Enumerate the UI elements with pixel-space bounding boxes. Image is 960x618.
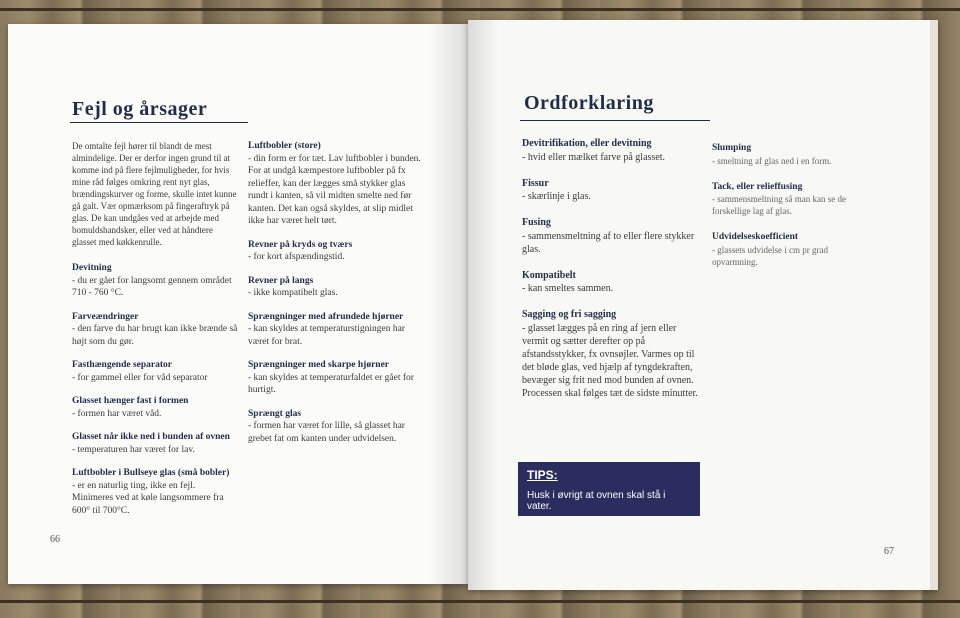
entry: [522, 270, 702, 296]
entry: [522, 138, 702, 164]
entry: [712, 181, 872, 218]
left-column-2: [248, 140, 426, 456]
right-page-title: Ordforklaring: [524, 92, 654, 114]
entry-heading: Devitning: [72, 263, 112, 273]
entry-heading: Sagging og fri sagging: [522, 309, 617, 320]
entry: [522, 217, 702, 256]
entry-text: - formen har været for lille, så glasset har grebet fat om kanten under udvidelsen.: [248, 421, 405, 444]
entry: [248, 275, 426, 300]
entry-heading: Slumping: [712, 143, 752, 153]
entry: [72, 311, 238, 349]
entry-text: - smeltning af glas ned i en form.: [712, 155, 832, 166]
entry-heading: Glasset hænger fast i formen: [72, 396, 189, 406]
entry-text: - kan skyldes at temperaturstigningen har været for brat.: [248, 324, 405, 347]
intro-paragraph: De omtalte fejl hører til blandt de mest almindelige. Der er derfor ingen grund til at komme ind på flere fejlmuligheder, for hvis mine råd følges omkring rent nyt glas, brændingskurver og forme, skulle intet kunne gå galt. Vær opmærksom på fingeraftryk på glas. De kan undgåes ved at arbejde med bomuldshandsker, eller ved at håndtere glasset med køkkenrulle.: [72, 141, 237, 247]
page-number-right: 67: [884, 546, 894, 557]
page-number-left: 66: [50, 534, 60, 545]
entry-text: - sammensmeltning af to eller flere stykker glas.: [522, 230, 695, 255]
entry: [522, 309, 702, 400]
right-column-2: [712, 142, 872, 282]
wood-plank-gap: [0, 8, 960, 11]
right-column-1: [522, 138, 702, 414]
entry-heading: Revner på langs: [248, 275, 314, 286]
entry: [248, 140, 426, 228]
entry-text: - ikke kompatibelt glas.: [248, 288, 338, 298]
left-column-1: [72, 140, 238, 528]
entry-text: - temperaturen har været for lav.: [72, 444, 195, 455]
entry: [72, 359, 238, 384]
entry: [248, 359, 426, 397]
entry-heading: Devitrifikation, eller devitning: [522, 138, 652, 149]
entry: [248, 311, 426, 349]
entry-text: - glasset lægges på en ring af jern eller vermit og sætter derefter op på afstandsstykker, fx ovnsøjler. Varmes op til det bløde glas, ved hjælp af tyngdekraften, bevæger sig frit ned mod bunden af ovnen. Processen skal følges tæt de sidste minutter.: [522, 322, 698, 399]
entry-text: - kan smeltes sammen.: [522, 283, 614, 294]
tips-box: [518, 462, 700, 516]
entry-heading: Sprængt glas: [248, 408, 302, 419]
entry-heading: Fusing: [522, 217, 551, 228]
entry-heading: Kompatibelt: [522, 269, 576, 281]
entry: [248, 239, 426, 264]
title-underline: [70, 122, 248, 123]
entry-text: - hvid eller mælket farve på glasset.: [522, 151, 666, 163]
entry: [72, 431, 238, 456]
entry: [72, 395, 238, 420]
entry-text: - for gammel eller for våd separator: [72, 372, 208, 383]
entry-heading: Udvidelseskoefficient: [712, 232, 799, 242]
entry-heading: Tack, eller relieffusing: [712, 181, 803, 192]
entry: [712, 142, 872, 167]
entry-heading: Fissur: [522, 177, 549, 189]
entry-text: - den farve du har brugt kan ikke brænde så højt som du gør.: [72, 324, 238, 347]
entry-text: - for kort afspændingstid.: [248, 252, 345, 262]
entry-heading: Fasthængende separator: [72, 360, 173, 370]
tips-text: Husk i øvrigt at ovnen skal stå i vater.: [527, 490, 666, 512]
entry: [248, 408, 426, 446]
entry-heading: Farveændringer: [72, 311, 139, 322]
entry-text: - glassets udvidelse i cm pr grad opvarmning.: [712, 244, 828, 267]
entry-heading: Sprængninger med afrundede hjørner: [248, 311, 404, 322]
entry: [72, 467, 238, 517]
entry: [712, 231, 872, 268]
entry: [522, 178, 702, 204]
title-underline: [520, 120, 710, 121]
entry-text: - skærlinje i glas.: [522, 191, 591, 202]
entry-heading: Revner på kryds og tværs: [248, 239, 353, 250]
left-page-title: Fejl og årsager: [72, 98, 208, 120]
entry: [72, 262, 238, 300]
entry-text: - sammensmeltning så man kan se de forskellige lag af glas.: [712, 194, 846, 216]
entry-heading: Sprængninger med skarpe hjørner: [248, 360, 390, 370]
entry-text: - din form er for tæt. Lav luftbobler i bunden. For at undgå kæmpestore luftbobler på fx relieffer, kan der lægges små stykker glas rundt i kanten, så vil midten smelte ned før kanten. Det kan også skyldes, at slip midlet ikke har været helt tørt.: [248, 153, 421, 226]
tips-title: TIPS:: [527, 468, 558, 482]
entry-text: - kan skyldes at temperaturfaldet er gået for hurtigt.: [248, 372, 414, 395]
entry-text: - du er gået for langsomt gennem området 710 - 760 °C.: [72, 275, 232, 298]
entry-heading: Luftbobler i Bullseye glas (små bobler): [72, 468, 230, 478]
entry-heading: Luftbobler (store): [248, 141, 321, 151]
entry-heading: Glasset når ikke ned i bunden af ovnen: [72, 432, 230, 442]
wood-plank-gap: [0, 600, 960, 603]
entry-text: - formen har været våd.: [72, 408, 162, 419]
entry-text: - er en naturlig ting, ikke en fejl. Minimeres ved at køle langsommere fra 600° til 700°C.: [72, 480, 224, 516]
